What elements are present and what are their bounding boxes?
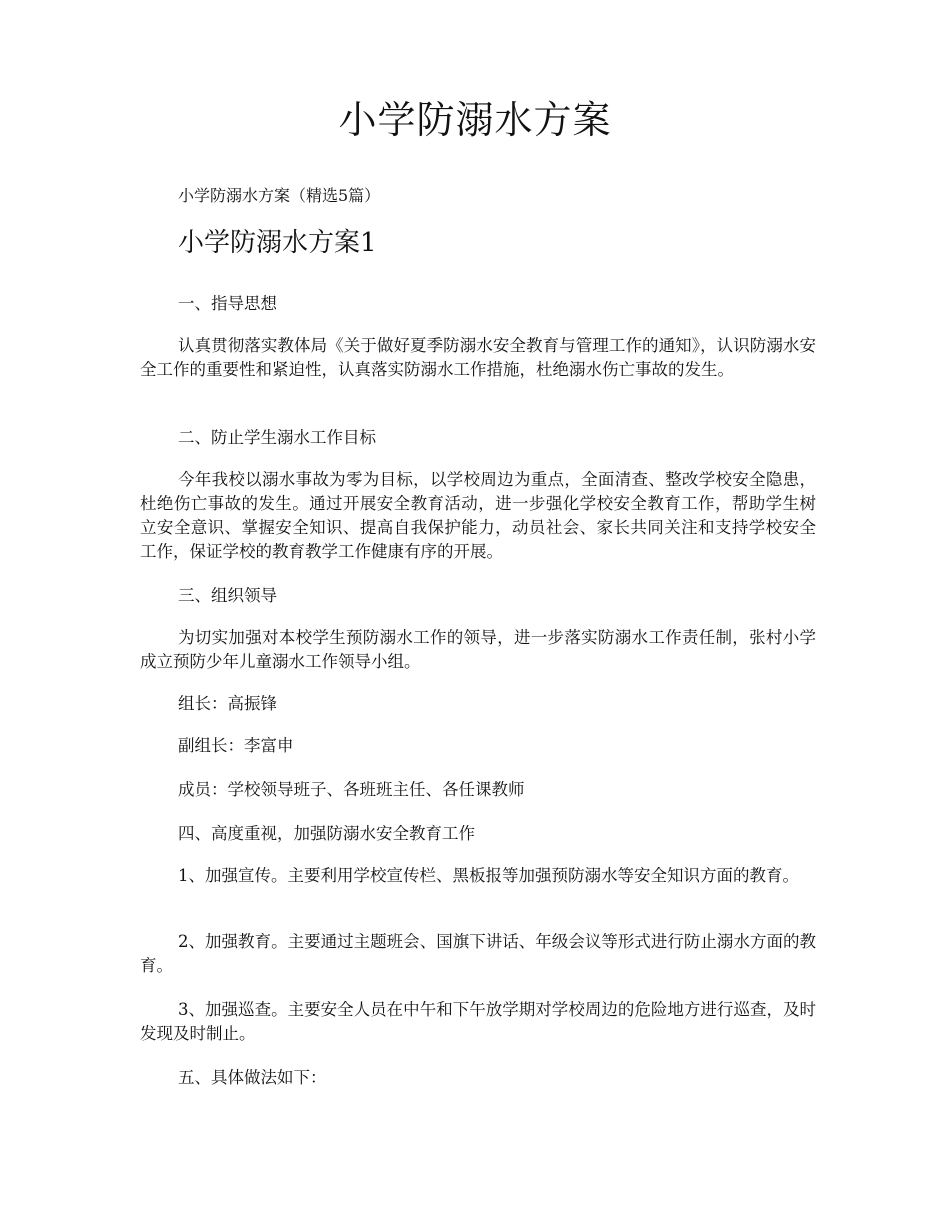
document-subtitle: 小学防溺水方案（精选5篇） (178, 186, 381, 205)
paragraph-leader: 组长：高振锋 (178, 694, 277, 713)
paragraph-item-3: 3、加强巡查。主要安全人员在中午和下午放学期对学校周边的危险地方进行巡查，及时发现及时制止。 (140, 1000, 816, 1043)
section-heading: 小学防溺水方案1 (178, 228, 377, 258)
paragraph-members: 成员：学校领导班子、各班班主任、各任课教师 (178, 780, 525, 799)
paragraph-item-2: 2、加强教育。主要通过主题班会、国旗下讲话、年级会议等形式进行防止溺水方面的教育。 (140, 932, 816, 975)
paragraph-heading-goal: 二、防止学生溺水工作目标 (178, 428, 376, 447)
paragraph-item-1: 1、加强宣传。主要利用学校宣传栏、黑板报等加强预防溺水等安全知识方面的教育。 (178, 866, 799, 885)
paragraph-body: 认真贯彻落实教体局《关于做好夏季防溺水安全教育与管理工作的通知》，认识防溺水安全工作的重要性和紧迫性，认真落实防溺水工作措施，杜绝溺水伤亡事故的发生。 (140, 336, 816, 379)
paragraph-body: 今年我校以溺水事故为零为目标，以学校周边为重点，全面清查、整改学校安全隐患，杜绝伤亡事故的发生。通过开展安全教育活动，进一步强化学校安全教育工作，帮助学生树立安全意识、掌握安全知识、提高自我保护能力，动员社会、家长共同关注和支持学校安全工作，保证学校的教育教学工作健康有序的开展。 (140, 470, 816, 561)
paragraph-heading-guiding-thought: 一、指导思想 (178, 294, 277, 313)
paragraph-heading-importance: 四、高度重视，加强防溺水安全教育工作 (178, 824, 475, 843)
paragraph-deputy-leader: 副组长：李富申 (178, 736, 294, 755)
document-title: 小学防溺水方案 (338, 98, 612, 142)
paragraph-heading-organization: 三、组织领导 (178, 586, 277, 605)
paragraph-body: 为切实加强对本校学生预防溺水工作的领导，进一步落实防溺水工作责任制，张村小学成立预防少年儿童溺水工作领导小组。 (140, 628, 816, 671)
paragraph-heading-practice: 五、具体做法如下： (178, 1068, 327, 1087)
